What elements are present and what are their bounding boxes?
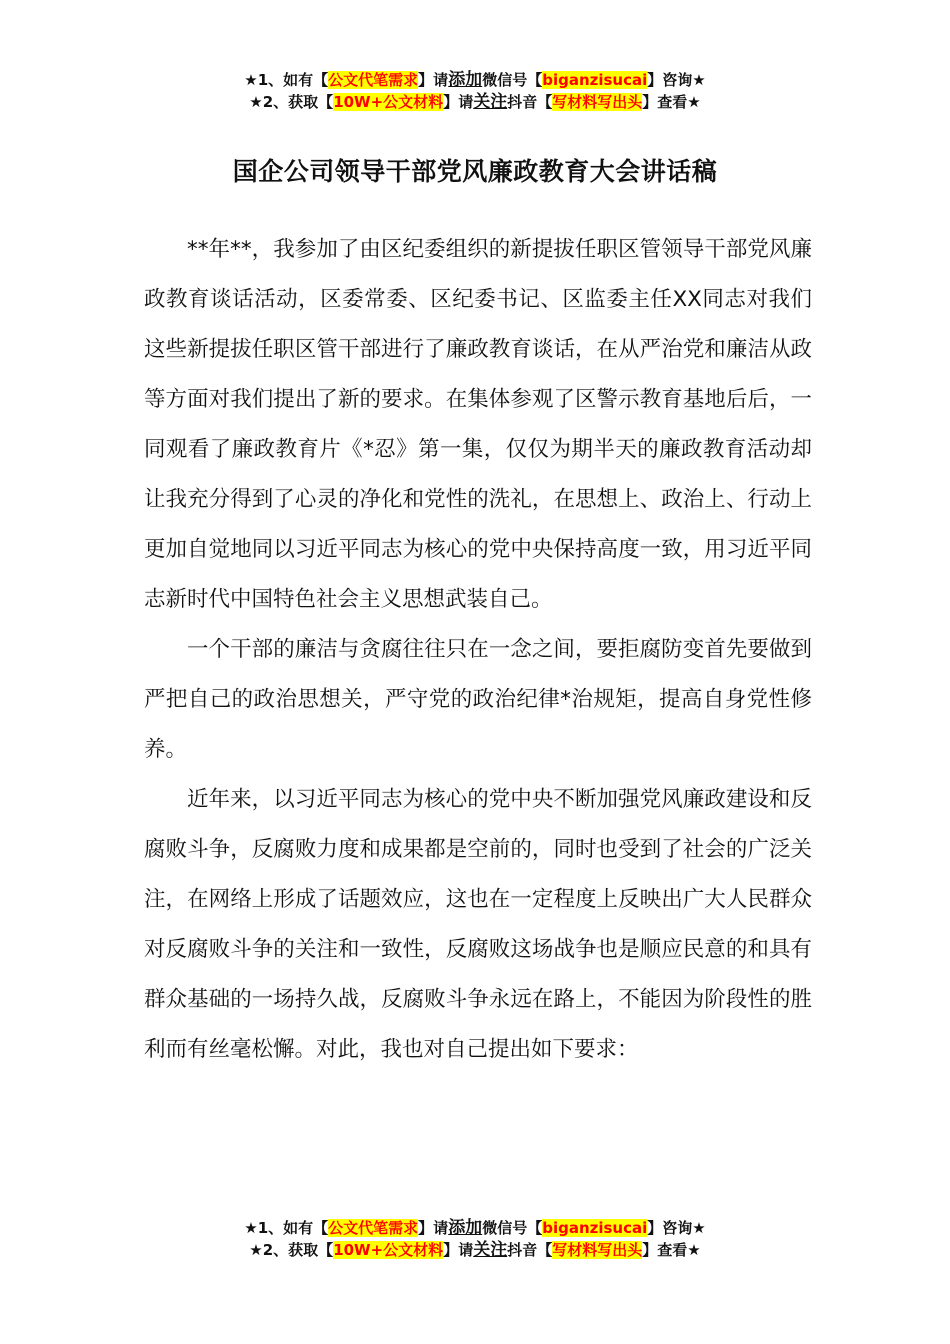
document-title: 国企公司领导干部党风廉政教育大会讲话稿 [232, 157, 718, 186]
paragraph: 一个干部的廉洁与贪腐往往只在一念之间，要拒腐防变首先要做到严把自己的政治思想关，严守党的政治纪律*治规矩，提高自身党性修养。 [144, 637, 812, 762]
banner-text: ★1、如有【 [244, 1219, 329, 1237]
banner-text: 】咨询★ [647, 1219, 706, 1237]
banner-line-1 [0, 1217, 950, 1239]
banner-text: 】请 [418, 71, 449, 89]
banner-text: 】查看★ [642, 93, 701, 111]
banner-text: ★2、获取【 [249, 1241, 334, 1259]
paragraph: 近年来，以习近平同志为核心的党中央不断加强党风廉政建设和反腐败斗争，反腐败力度和成果都是空前的，同时也受到了社会的广泛关注，在网络上形成了话题效应，这也在一定程度上反映出广大人民群众对反腐败斗争的关注和一致性，反腐败这场战争也是顺应民意的和具有群众基础的一场持久战，反腐败斗争永远在路上，不能因为阶段性的胜利而有丝毫松懈。对此，我也对自己提出如下要求： [144, 787, 812, 1062]
document-body [144, 225, 812, 1075]
banner-highlight: 写材料写出头 [552, 93, 643, 111]
banner-text: 】请 [443, 93, 474, 111]
banner-highlight: 写材料写出头 [552, 1241, 643, 1259]
footer-banner [0, 1217, 950, 1261]
banner-emphasis: 添加 [448, 70, 483, 90]
banner-text: 】请 [443, 1241, 474, 1259]
banner-emphasis: 关注 [473, 1240, 508, 1260]
banner-highlight: 10W+公文材料 [333, 93, 444, 111]
banner-line-2 [0, 91, 950, 113]
banner-text: 抖音【 [507, 1241, 553, 1259]
banner-highlight: 公文代笔需求 [328, 71, 419, 89]
banner-emphasis: 关注 [473, 92, 508, 112]
banner-highlight: biganzisucai [542, 1219, 648, 1237]
banner-text: 抖音【 [507, 93, 553, 111]
header-banner [0, 69, 950, 113]
banner-text: 】查看★ [642, 1241, 701, 1259]
banner-highlight: biganzisucai [542, 71, 648, 89]
banner-highlight: 10W+公文材料 [333, 1241, 444, 1259]
banner-text: 微信号【 [482, 1219, 543, 1237]
banner-line-2 [0, 1239, 950, 1261]
banner-highlight: 公文代笔需求 [328, 1219, 419, 1237]
banner-emphasis: 添加 [448, 1218, 483, 1238]
banner-text: ★1、如有【 [244, 71, 329, 89]
paragraph: **年**，我参加了由区纪委组织的新提拔任职区管领导干部党风廉政教育谈话活动，区委常委、区纪委书记、区监委主任XX同志对我们这些新提拔任职区管干部进行了廉政教育谈话，在从严治党和廉洁从政等方面对我们提出了新的要求。在集体参观了区警示教育基地后后，一同观看了廉政教育片《*忍》第一集，仅仅为期半天的廉政教育活动却让我充分得到了心灵的净化和党性的洗礼，在思想上、政治上、行动上更加自觉地同以习近平同志为核心的党中央保持高度一致，用习近平同志新时代中国特色社会主义思想武装自己。 [144, 237, 812, 612]
banner-text: ★2、获取【 [249, 93, 334, 111]
banner-text: 微信号【 [482, 71, 543, 89]
banner-line-1 [0, 69, 950, 91]
banner-text: 】咨询★ [647, 71, 706, 89]
banner-text: 】请 [418, 1219, 449, 1237]
